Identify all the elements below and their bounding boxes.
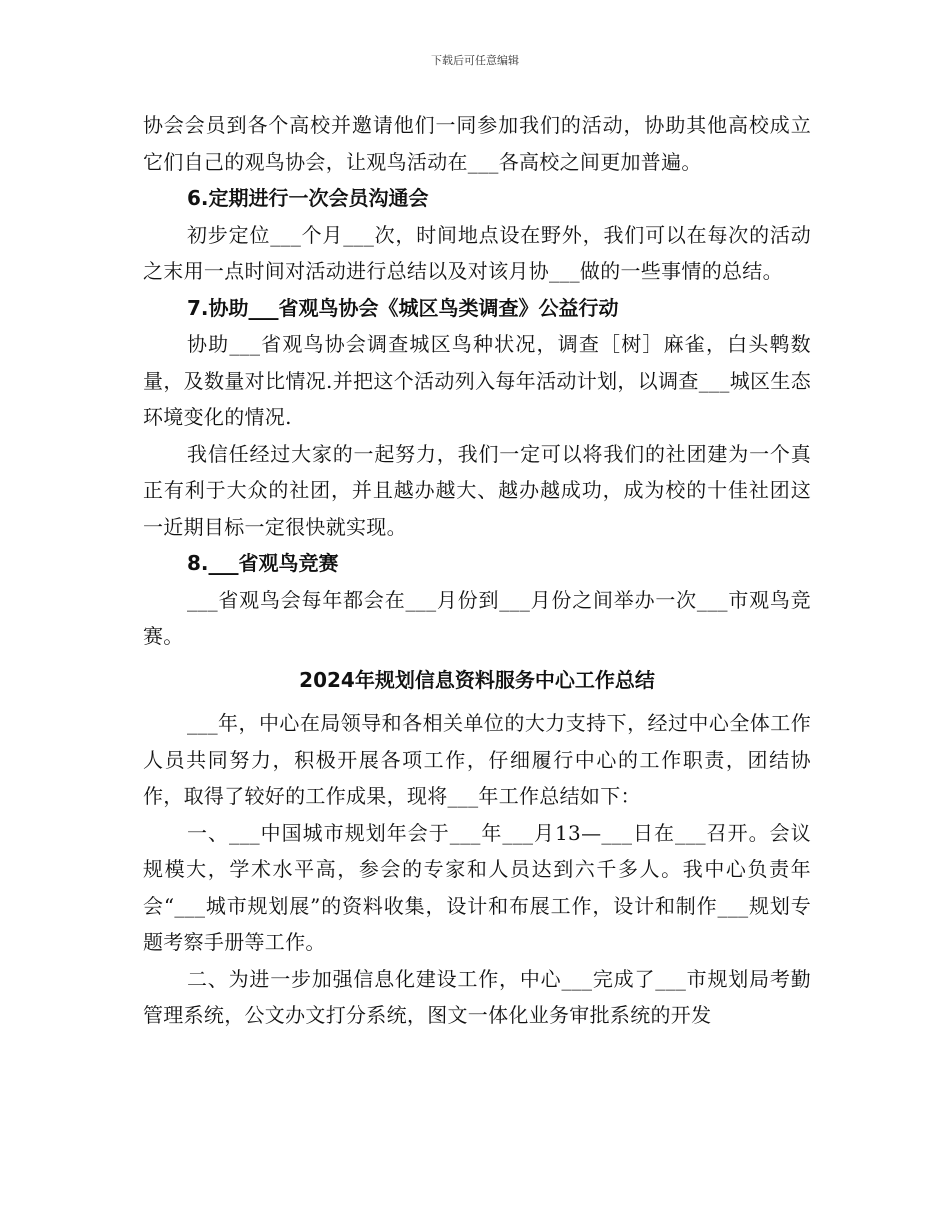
- paragraph: 一、___中国城市规划年会于___年___月13—___日在___召开。会议规模大，学术水平高，参会的专家和人员达到六千多人。我中心负责年会“___城市规划展”的资料收集，设计和布展工作，设计和制作___规划专题考察手册等工作。: [143, 820, 811, 954]
- document-body: [143, 107, 811, 1034]
- paragraph: 我信任经过大家的一起努力，我们一定可以将我们的社团建为一个真正有利于大众的社团，并且越办越大、越办越成功，成为校的十佳社团这一近期目标一定很快就实现。: [143, 441, 811, 539]
- section-heading: 8.___省观鸟竞赛: [187, 551, 339, 575]
- section-heading: 7.协助___省观鸟协会《城区鸟类调查》公益行动: [187, 295, 619, 320]
- paragraph: 初步定位___个月___次，时间地点设在野外，我们可以在每次的活动之末用一点时间对活动进行总结以及对该月协___做的一些事情的总结。: [143, 222, 811, 283]
- paragraph: ___年，中心在局领导和各相关单位的大力支持下，经过中心全体工作人员共同努力，积极开展各项工作，仔细履行中心的工作职责，团结协作，取得了较好的工作成果，现将___年工作总结如下：: [143, 711, 811, 808]
- section-heading: 6.定期进行一次会员沟通会: [187, 186, 429, 210]
- paragraph: 协助___省观鸟协会调查城区鸟种状况，调查［树］麻雀，白头鹎数量，及数量对比情况.并把这个活动列入每年活动计划，以调查___城区生态环境变化的情况.: [143, 332, 811, 429]
- document-title: 2024年规划信息资料服务中心工作总结: [299, 667, 655, 692]
- paragraph: 协会会员到各个高校并邀请他们一同参加我们的活动，协助其他高校成立它们自己的观鸟协会，让观鸟活动在___各高校之间更加普遍。: [143, 113, 811, 174]
- paragraph: ___省观鸟会每年都会在___月份到___月份之间举办一次___市观鸟竞赛。: [143, 587, 811, 648]
- page-header: 下载后可任意编辑: [431, 54, 519, 67]
- paragraph: 二、为进一步加强信息化建设工作，中心___完成了___市规划局考勤管理系统，公文办文打分系统，图文一体化业务审批系统的开发: [143, 966, 811, 1027]
